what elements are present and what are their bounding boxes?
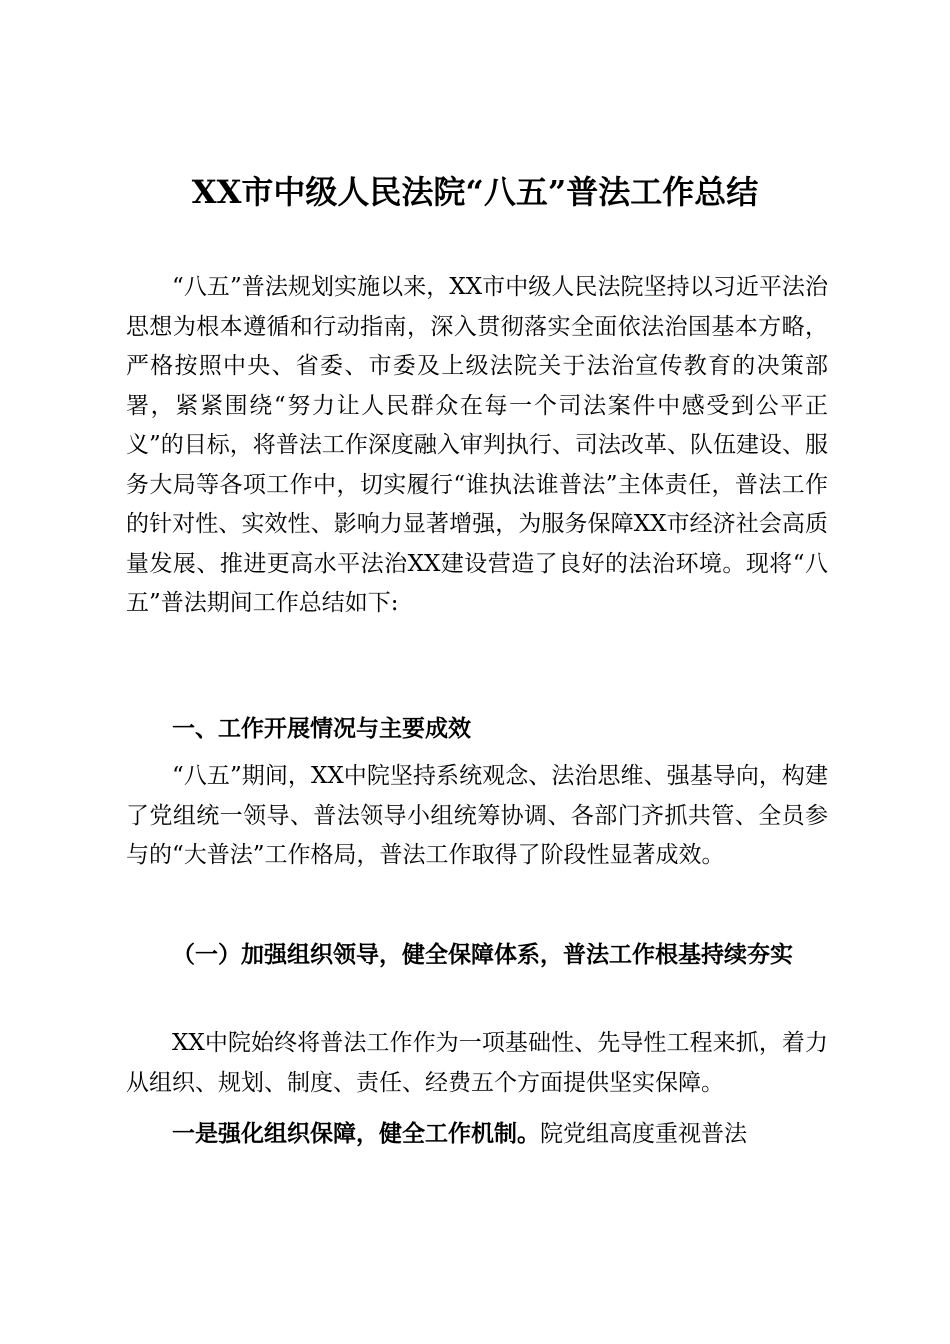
item-1-paragraph xyxy=(126,1114,828,1155)
item-1-text: 院党组高度重视普法 xyxy=(540,1121,747,1147)
intro-paragraph: “八五”普法规划实施以来，XX市中级人民法院坚持以习近平法治思想为根本遵循和行动指南，深入贯彻落实全面依法治国基本方略，严格按照中央、省委、市委及上级法院关于法治宣传教育的决策部署，紧紧围绕“努力让人民群众在每一个司法案件中感受到公平正义”的目标，将普法工作深度融入审判执行、司法改革、队伍建设、服务大局等各项工作中，切实履行“谁执法谁普法”主体责任，普法工作的针对性、实效性、影响力显著增强，为服务保障XX市经济社会高质量发展、推进更高水平法治XX建设营造了良好的法治环境。现将“八五”普法期间工作总结如下: xyxy=(126,274,828,616)
item-1-lead: 一是强化组织保障，健全工作机制。 xyxy=(172,1120,540,1147)
document-title: XX市中级人民法院“八五”普法工作总结 xyxy=(191,173,759,211)
section-1-heading: 一、工作开展情况与主要成效 xyxy=(172,716,471,742)
subsection-1-heading: （一）加强组织领导，健全保障体系，普法工作根基持续夯实 xyxy=(172,941,793,968)
subsection-1-paragraph: XX中院始终将普法工作作为一项基础性、先导性工程来抓，着力从组织、规划、制度、责任、经费五个方面提供坚实保障。 xyxy=(126,1030,828,1096)
section-1-paragraph: “八五”期间，XX中院坚持系统观念、法治思维、强基导向，构建了党组统一领导、普法领导小组统筹协调、各部门齐抓共管、全员参与的“大普法”工作格局，普法工作取得了阶段性显著成效。 xyxy=(126,763,828,868)
